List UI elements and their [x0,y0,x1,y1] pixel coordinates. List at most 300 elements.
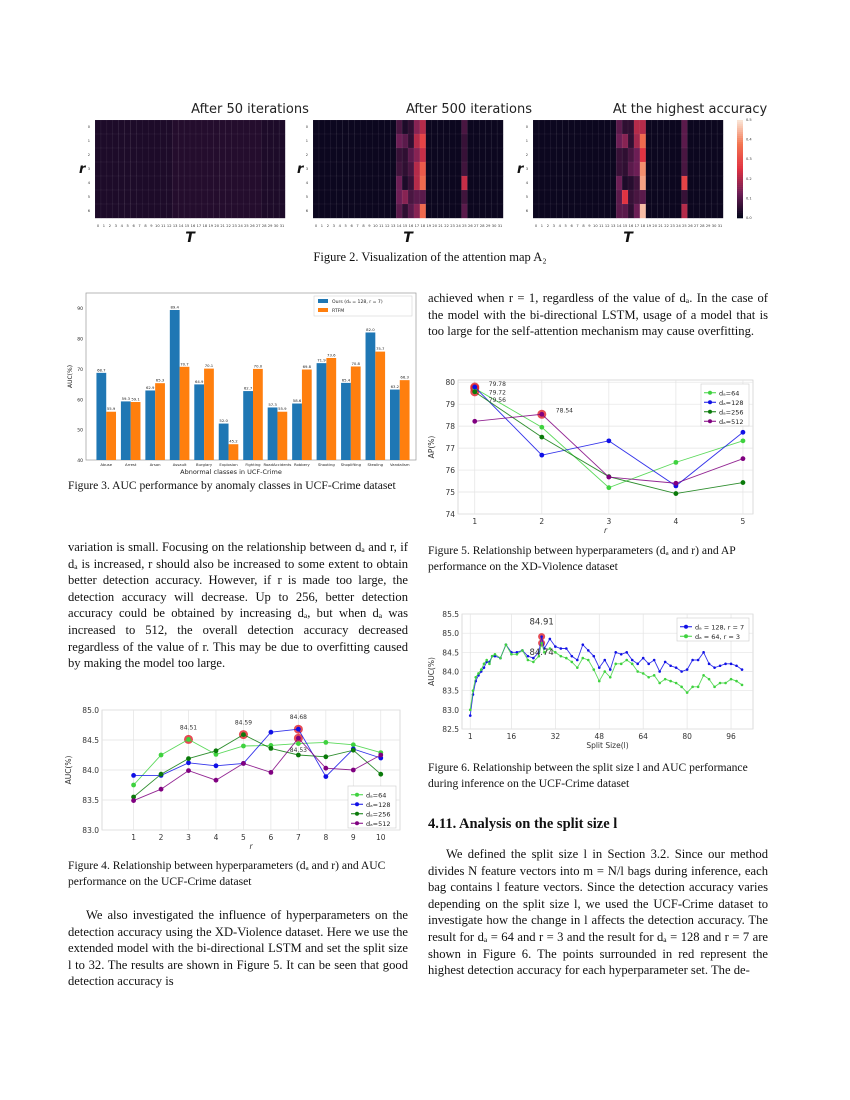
colorbar-segment [737,173,743,175]
x-tick-label: 0 [96,224,100,228]
x-tick-label: 23 [670,224,675,228]
heatmap-cell [396,134,402,148]
colorbar-segment [737,167,743,169]
data-point [159,772,164,777]
heatmap-cell [273,162,279,176]
x-tick-label: 30 [711,224,717,228]
heatmap-cell [160,148,166,162]
data-point [636,663,639,666]
x-tick-label: Stealing [367,462,384,467]
x-tick-label: 12 [166,224,172,228]
colorbar-segment [737,179,743,181]
heatmap-cell [243,148,249,162]
heatmap-cell [313,190,319,204]
colorbar-segment [737,208,743,210]
data-point [131,773,136,778]
data-point [673,491,678,496]
heatmap-cell [349,204,355,218]
heatmap-cell [119,120,125,134]
heatmap-cell [113,148,119,162]
heatmap-cell [267,120,273,134]
heatmap-cell [220,190,226,204]
heatmap-cell [545,204,551,218]
heatmap-cell [101,148,107,162]
colorbar [737,118,752,220]
heatmap-cell [592,120,598,134]
heatmap-cell [384,204,390,218]
y-tick-label: 84.0 [442,667,459,677]
heatmap-cell [586,148,592,162]
heatmap-cell [497,176,503,190]
heatmap-cell [581,176,587,190]
heatmap-cell [137,148,143,162]
data-point [560,647,563,650]
bar-data-label: 70.8 [351,360,360,366]
heatmap-cell [646,134,652,148]
heatmap-cell [190,120,196,134]
bar-data-label: 45.2 [229,438,238,444]
heatmap-cell [491,162,497,176]
heatmap-cell [384,190,390,204]
heatmap-cell [705,134,711,148]
data-point [592,668,595,671]
heatmap-cell [208,162,214,176]
heatmap-cell [366,148,372,162]
heatmap-cell [166,148,172,162]
heatmap-cell [670,176,676,190]
heatmap-cell [95,190,101,204]
heatmap-cell [349,176,355,190]
heatmap-cell [634,162,640,176]
x-tick-label: 4 [558,224,561,228]
heatmap-cell [664,162,670,176]
x-tick-label: 19 [426,224,432,228]
heatmap-cell [640,190,646,204]
data-point [186,756,191,761]
heatmap-cell [539,120,545,134]
colorbar-segment [737,128,743,130]
bar-rtfm [229,444,239,460]
heatmap-cell [261,120,267,134]
heatmap-cell [557,134,563,148]
heatmap-cell [676,176,682,190]
colorbar-segment [737,181,743,183]
x-tick-label: 27 [693,224,699,228]
x-tick-label: 7 [138,224,141,228]
heatmap-cell [699,148,705,162]
x-tick-label: 7 [295,833,301,842]
heatmap-cell [190,162,196,176]
colorbar-segment [737,183,743,185]
heatmap-cell [628,148,634,162]
heatmap-cell [414,190,420,204]
heatmap-cell [426,204,432,218]
heatmap-cell [273,120,279,134]
heatmap-cell [202,176,208,190]
y-tick-label: 40 [77,459,83,464]
bar-rtfm [253,369,263,460]
x-tick-label: 26 [468,224,473,228]
data-point [472,689,475,692]
data-point [565,657,568,660]
colorbar-segment [737,175,743,177]
x-tick-label: Explosion [219,462,238,467]
colorbar-segment [737,171,743,173]
heatmap-cell [533,134,539,148]
heatmap-cell [414,162,420,176]
y-tick-label: 84.5 [82,736,99,745]
heatmap-cell [238,176,244,190]
heatmap-cell [634,120,640,134]
heatmap-cell [467,176,473,190]
x-tick-label: 24 [238,224,243,228]
heatmap-cell [95,162,101,176]
heatmap-cell [456,148,462,162]
colorbar-segment [737,151,743,153]
heatmap-cell [172,120,178,134]
colorbar-tick-label: 0.0 [746,216,752,220]
heatmap-cell [355,176,361,190]
heatmap-cell [467,120,473,134]
bar-data-label: 73.6 [327,352,336,358]
y-tick-label: 4 [305,181,308,185]
data-point [708,663,711,666]
heatmap-cell [148,176,154,190]
heatmap-cell [273,148,279,162]
heatmap-cell [137,134,143,148]
heatmap-cell [160,190,166,204]
data-point [549,638,552,641]
data-point [472,419,477,424]
heatmap-cell [267,176,273,190]
heatmap-cell [154,162,160,176]
heatmap-cell [366,176,372,190]
paragraph-text: We defined the split size l in Section 3.2. Since our method divides N feature vectors into m = N/l bags during inference, each bag contains l feature vectors. Since the detection accuracy varies depending on the split size l, we used the UCF-Crime dataset to investigate how the change in l affects the detection accuracy. The result for dₐ = 64 and r = 3 and the result for dₐ = 128 and r = 7 are shown in Figure 6. The points surrounded in red represent the highest detection accuracy for each hyperparameter set. The de- [428,847,768,978]
heatmap-cell [616,176,622,190]
heatmap-cell [581,190,587,204]
heatmap-cell [485,120,491,134]
heatmap-cell [420,162,426,176]
heatmap-cell [208,204,214,218]
legend-marker [708,410,712,414]
data-point [680,686,683,689]
heatmap-cell [622,204,628,218]
y-tick-label: 83.0 [82,826,99,835]
colorbar-segment [737,210,743,212]
heatmap-cell [699,190,705,204]
heatmap-cell [622,176,628,190]
heatmap-cell [208,134,214,148]
heatmap-cell [366,190,372,204]
heatmap-cell [592,176,598,190]
y-tick-label: 2 [305,153,308,157]
data-point [673,460,678,465]
colorbar-segment [737,214,743,216]
heatmap-cell [208,176,214,190]
x-tick-label: Abuse [100,462,113,467]
data-point [571,661,574,664]
heatmap-cell [232,134,238,148]
heatmap-cell [226,176,232,190]
heatmap-cell [450,148,456,162]
x-axis-label: Split Size(l) [586,741,629,750]
colorbar-segment [737,136,743,138]
figure-6-caption: Figure 6. Relationship between the split size l and AUC performance during inference on the UCF-Crime dataset [428,761,748,790]
heatmap-cell [279,134,285,148]
heatmap-cell [349,162,355,176]
heatmap-cell [325,120,331,134]
heatmap-cell [557,120,563,134]
heatmap-cell [575,120,581,134]
heatmap-cell [563,190,569,204]
heatmap-cell [378,148,384,162]
heatmap-cell [670,204,676,218]
heatmap-cell [148,120,154,134]
heatmap-cell [432,162,438,176]
heatmap-cell [160,120,166,134]
heatmap-cell [238,204,244,218]
heatmap-cell [450,120,456,134]
heatmap-cell [95,204,101,218]
heatmap-cell [378,120,384,134]
heatmap-cell [107,162,113,176]
heatmap-cell [557,190,563,204]
bar-data-label: 69.8 [302,364,312,370]
heatmap-cell [622,162,628,176]
heatmap-cell [384,162,390,176]
heatmap-cell [355,134,361,148]
x-tick-label: 18 [640,224,646,228]
heatmap-cell [533,204,539,218]
legend [701,384,749,426]
heatmap-cell [432,148,438,162]
heatmap-cell [95,134,101,148]
heatmap-cell [331,162,337,176]
heatmap-cell [539,162,545,176]
heatmap-cell [196,190,202,204]
heatmap-cell [693,176,699,190]
heatmap-cell [581,148,587,162]
x-tick-label: 13 [172,224,178,228]
colorbar-segment [737,206,743,208]
heatmap-cell [681,134,687,148]
heatmap-cell [143,190,149,204]
x-tick-label: 16 [408,224,414,228]
heatmap-cell [267,204,273,218]
heatmap-cell [414,148,420,162]
x-tick-label: 17 [634,224,640,228]
heatmap-cell [693,134,699,148]
heatmap-cell [337,134,343,148]
x-tick-label: 1 [320,224,324,228]
bar-data-label: 70.7 [180,361,189,367]
data-point [214,748,219,753]
data-point [719,682,722,685]
x-tick-label: 18 [420,224,426,228]
x-tick-label: 25 [462,224,467,228]
heatmap-cell [581,162,587,176]
data-point [691,686,694,689]
heatmap-cell [355,148,361,162]
paragraph-text: variation is small. Focusing on the relationship between dₐ and r, if dₐ is increased, r should also be increased to some extent to obtain better detection accuracy. However, if r is made too large, the detection accuracy will decrease. Up to 256, better detection accuracy could be obtained by increasing dₐ, but when dₐ was increased to 512, the overall detection accuracy decreased regardless of the value of r. This may be due to overfitting caused by making the model too large. [68,540,408,671]
data-point [741,684,744,687]
heatmap-cell [226,204,232,218]
heatmap-cell [444,134,450,148]
heatmap-cell [190,190,196,204]
heatmap-cell [676,204,682,218]
x-tick-label: 5 [740,517,746,526]
heatmap-cell [711,190,717,204]
legend-label: dₐ=128 [366,800,391,809]
x-tick-label: 29 [267,224,273,228]
heatmap-cell [232,148,238,162]
legend-box [314,296,412,316]
y-tick-label: 6 [87,209,90,213]
heatmap-cell [699,162,705,176]
heatmap-cell [390,176,396,190]
colorbar-segment [737,216,743,218]
heatmap-cell [664,176,670,190]
x-tick-label: 12 [604,224,610,228]
heatmap-cell [384,176,390,190]
heatmap-cell [616,190,622,204]
data-point [691,659,694,662]
heatmap-cell [238,120,244,134]
x-tick-label: 21 [438,224,443,228]
heatmap-cell [681,148,687,162]
x-tick-label: 2 [539,517,545,526]
heatmap-cell [238,134,244,148]
data-point [603,659,606,662]
heatmap-cell [202,134,208,148]
heatmap-cell [160,204,166,218]
heatmap-cell [119,176,125,190]
heatmap-cell [343,148,349,162]
heatmap-cell [616,204,622,218]
heatmap-cell [190,204,196,218]
bar-data-label: 65.3 [155,377,165,383]
bar-data-label: 68.7 [97,367,106,373]
heatmap-cell [214,162,220,176]
heatmap-cell [628,162,634,176]
data-point [474,676,477,679]
x-tick-label: 28 [699,224,705,228]
x-tick-label: Robbery [294,462,310,467]
heatmap-cell [331,148,337,162]
heatmap-cell [616,120,622,134]
heatmap-cell [243,134,249,148]
y-axis-label: AUC(%) [427,657,436,686]
data-point [741,456,746,461]
heatmap-cell [214,148,220,162]
colorbar-segment [737,147,743,149]
heatmap-cell [261,162,267,176]
heatmap-cell [539,134,545,148]
x-tick-label: Fighting [245,462,261,467]
data-point [296,741,301,746]
heatmap-cell [107,190,113,204]
data-point [576,659,579,662]
heatmap-cell [634,134,640,148]
data-point [485,659,488,662]
heatmap-cell [325,148,331,162]
heatmap-cell [190,148,196,162]
x-tick-label: 9 [588,224,591,228]
heatmap-cell [243,120,249,134]
heatmap-cell [384,148,390,162]
y-tick-label: 74 [445,510,455,519]
x-tick-label: 3 [186,833,191,842]
y-tick-label: 80 [445,378,455,388]
heatmap-cell [119,134,125,148]
heatmap-cell [366,134,372,148]
bar-ours [366,332,376,460]
heatmap-cell [178,176,184,190]
heatmap-cell [420,148,426,162]
heatmap-cell [598,134,604,148]
heatmap-cell [390,204,396,218]
heatmap-cell [319,204,325,218]
heatmap-cell [610,134,616,148]
x-tick-label: 1 [540,224,544,228]
bar-data-label: 63.2 [390,384,400,390]
x-tick-label: 11 [598,224,604,228]
x-tick-label: 6 [132,224,135,228]
y-tick-label: 0 [87,125,90,129]
colorbar-segment [737,122,743,124]
heatmap-cell [343,120,349,134]
heatmap-cell [243,176,249,190]
heatmap-cell [658,134,664,148]
data-point [469,709,472,712]
heatmap-cell [325,134,331,148]
heatmap-cell [557,148,563,162]
heatmap-cell [402,162,408,176]
heatmap-cell [610,162,616,176]
heatmap-cell [604,148,610,162]
heatmap-cell [473,134,479,148]
legend-marker [684,625,688,629]
heatmap-cell [461,120,467,134]
x-tick-label: 11 [378,224,384,228]
heatmap-cell [325,176,331,190]
heatmap-cell [717,190,723,204]
heatmap-cell [172,176,178,190]
heatmap-cell [604,204,610,218]
x-tick-label: 5 [241,833,246,842]
section-heading: 4.11. Analysis on the split size l [428,816,618,832]
heatmap-cell [232,162,238,176]
heatmap-cell [232,120,238,134]
heatmap-cell [545,190,551,204]
x-tick-label: 20 [432,224,438,228]
legend-marker [355,812,359,816]
heatmap-cell [670,190,676,204]
x-tick-label: 8 [144,224,147,228]
heatmap-cell [610,148,616,162]
x-tick-label: 10 [155,224,160,228]
heatmap-cell [628,176,634,190]
colorbar-segment [737,142,743,144]
heatmap-cell [539,190,545,204]
x-tick-label: 2 [158,833,164,842]
heatmap-cell [699,134,705,148]
x-tick-label: 6 [350,224,353,228]
colorbar-segment [737,177,743,179]
x-tick-label: 30 [273,224,279,228]
heatmap-cell [319,176,325,190]
paragraph-text: We also investigated the influence of hyperparameters on the detection accuracy using the XD-Violence dataset. Here we use the extended model with the bi-directional LSTM and set the split size l to 32. The results are shown in Figure 5. It can be seen that good detection accuracy is [68,908,408,989]
